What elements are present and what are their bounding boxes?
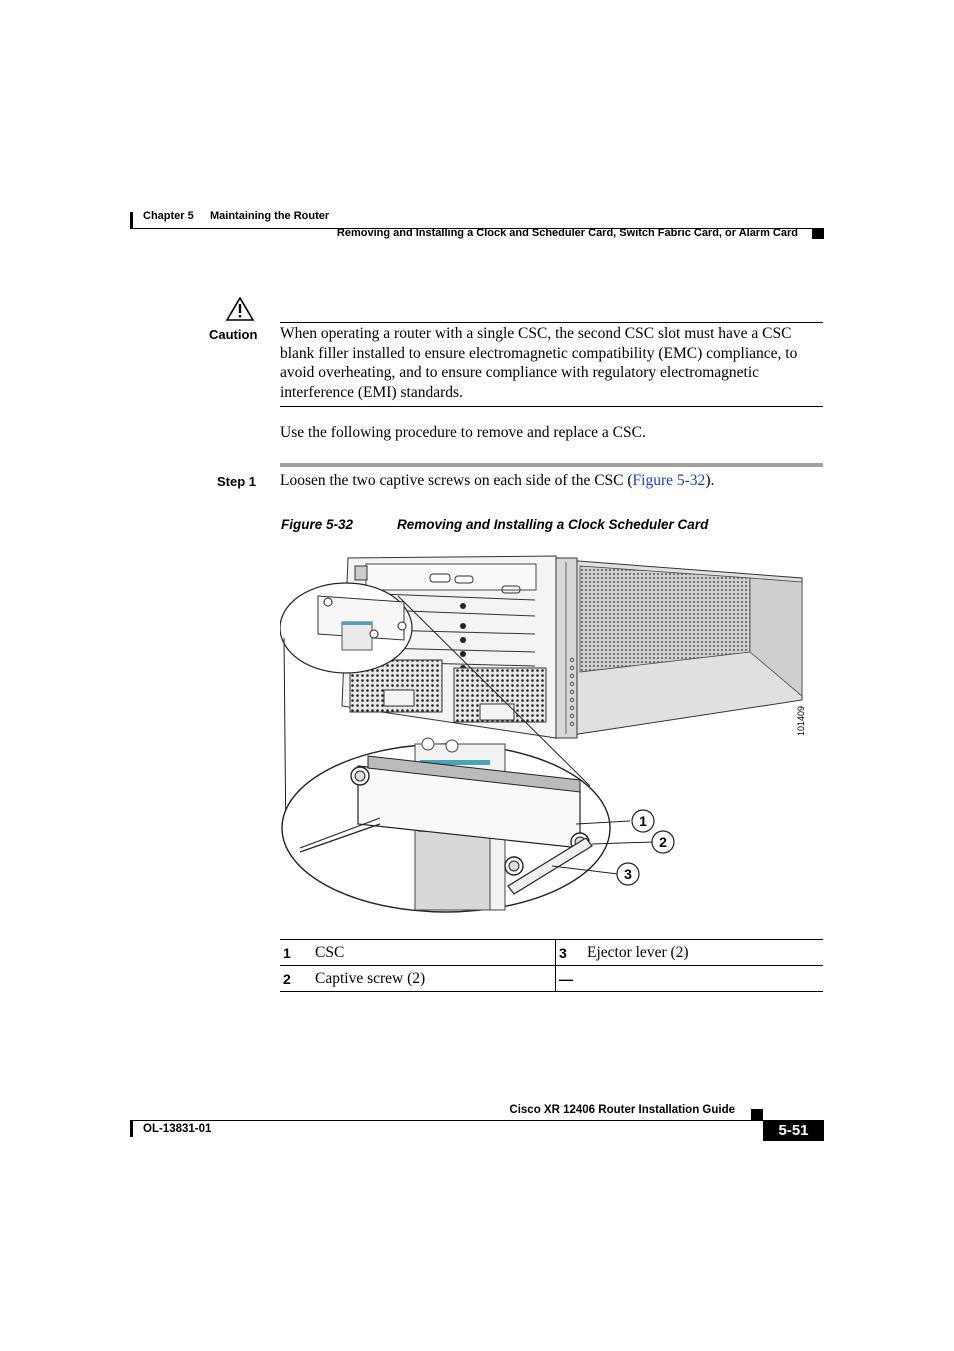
footer-rule: [130, 1120, 824, 1121]
step-rule: [280, 463, 823, 467]
legend-desc: Captive screw (2): [311, 966, 556, 992]
header-left-bar: [130, 212, 133, 228]
caution-rule-bottom: [280, 406, 823, 407]
footer-doc-number: OL-13831-01: [143, 1123, 212, 1135]
legend-desc: Ejector lever (2): [585, 940, 823, 966]
intro-paragraph: Use the following procedure to remove and replace a CSC.: [280, 424, 646, 441]
step-text-after: ).: [705, 472, 715, 489]
callout-1: 1: [639, 813, 647, 829]
callout-3: 3: [624, 866, 632, 882]
router-illustration: [280, 548, 810, 918]
page-number: 5-51: [763, 1121, 824, 1141]
footer-left-bar: [130, 1121, 133, 1137]
legend-num: 3: [556, 940, 586, 966]
figure-link[interactable]: Figure 5-32: [632, 472, 706, 489]
header-chapter: Chapter 5: [143, 210, 194, 222]
legend-num: 1: [280, 940, 311, 966]
callout-2: 2: [659, 834, 667, 850]
table-row: [280, 940, 823, 966]
legend-desc: CSC: [311, 940, 556, 966]
callout-legend-table: [280, 939, 823, 992]
step-text-before: Loosen the two captive screws on each side of the CSC (: [280, 472, 633, 489]
caution-label: Caution: [209, 327, 258, 342]
figure-number: Figure 5-32: [281, 517, 354, 532]
legend-num: —: [556, 966, 586, 992]
header-chapter-title: Maintaining the Router: [210, 210, 330, 222]
legend-num: 2: [280, 966, 311, 992]
step-label: Step 1: [217, 474, 257, 489]
step-text: [280, 472, 714, 490]
header-section-title: Removing and Installing a Clock and Scheduler Card, Switch Fabric Card, or Alarm Card: [336, 227, 798, 239]
legend-desc: [585, 966, 823, 992]
header-marker: [812, 228, 824, 239]
art-id: 101409: [796, 705, 806, 736]
table-row: [280, 966, 823, 992]
warning-triangle-icon: [226, 297, 254, 321]
footer-marker: [751, 1109, 763, 1120]
figure-title: Removing and Installing a Clock Scheduler Card: [397, 517, 709, 532]
caution-text: When operating a router with a single CSC, the second CSC slot must have a CSC blank filler installed to ensure electromagnetic compatibility (EMC) compliance, to avoid overheating, and to ensure compliance with regulatory electromagnetic interference (EMI) standards.: [280, 325, 798, 401]
footer-guide-title: Cisco XR 12406 Router Installation Guide: [509, 1104, 735, 1116]
caution-rule-top: [280, 322, 823, 323]
